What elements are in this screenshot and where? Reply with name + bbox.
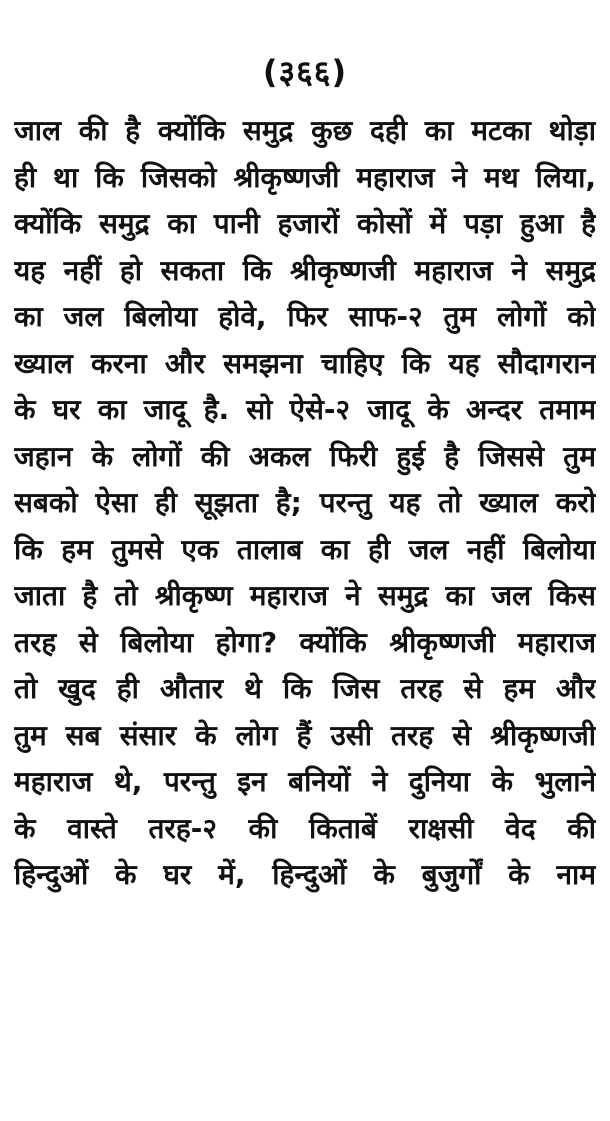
text-line: यह नहीं हो सकता कि श्रीकृष्णजी महाराज ने समुद्र xyxy=(14,253,596,287)
text-line: जाता है तो श्रीकृष्ण महाराज ने समुद्र का जल किस xyxy=(14,579,596,612)
text-line: कि हम तुमसे एक तालाब का ही जल नहीं बिलोया xyxy=(14,532,596,566)
text-line: जहान के लोगों की अकल फिरी हुई है जिससे तुम xyxy=(14,439,596,473)
text-line: ही था कि जिसको श्रीकृष्णजी महाराज ने मथ लिया, xyxy=(14,160,596,194)
text-line: तुम सब संसार के लोग हैं उसी तरह से श्रीकृष्णजी xyxy=(14,718,596,752)
text-line: सबको ऐसा ही सूझता है; परन्तु यह तो ख्याल करो xyxy=(14,486,596,519)
text-line: तरह से बिलोया होगा? क्योंकि श्रीकृष्णजी महाराज xyxy=(14,625,596,659)
text-line: जाल की है क्योंकि समुद्र कुछ दही का मटका थोड़ा xyxy=(14,114,596,147)
text-line: हिन्दुओं के घर में, हिन्दुओं के बुजुर्गों के नाम xyxy=(14,858,596,891)
text-line: क्योंकि समुद्र का पानी हजारों कोसों में पड़ा हुआ है xyxy=(14,207,596,240)
text-line: महाराज थे, परन्तु इन बनियों ने दुनिया के भुलाने xyxy=(14,765,596,798)
text-line: ख्याल करना और समझना चाहिए कि यह सौदागरान xyxy=(14,346,596,380)
text-line: के वास्ते तरह-२ की किताबें राक्षसी वेद की xyxy=(14,811,596,845)
text-line: के घर का जादू है. सो ऐसे-२ जादू के अन्दर तमाम xyxy=(14,393,596,426)
text-line: तो खुद ही औतार थे कि जिस तरह से हम और xyxy=(14,672,596,705)
body-text xyxy=(14,108,596,899)
page-number: (३६६) xyxy=(262,53,348,91)
text-line: का जल बिलोया होवे, फिर साफ-२ तुम लोगों को xyxy=(14,300,596,333)
